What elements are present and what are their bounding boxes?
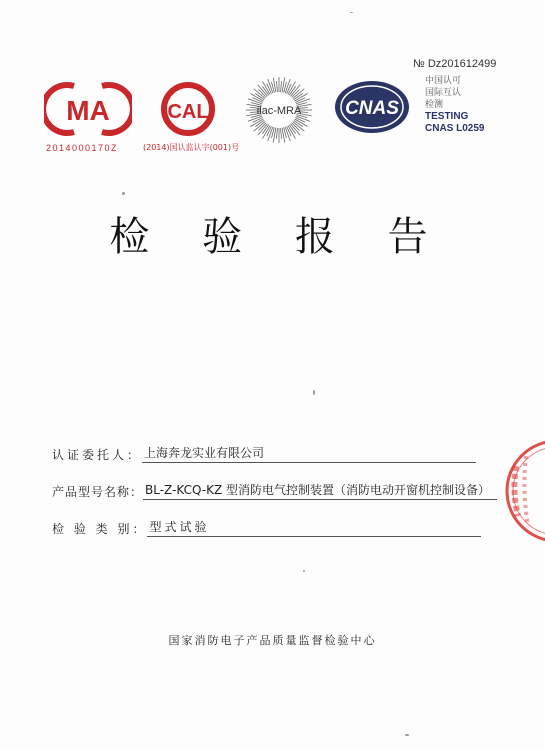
field-label: 产品型号名称： xyxy=(52,485,144,499)
ilac-logo-text: ilac-MRA xyxy=(256,105,302,117)
cma-certificate-number: 2014000170Z xyxy=(46,143,119,153)
field-label: 检 验 类 别： xyxy=(52,522,148,536)
cal-logo-icon xyxy=(153,80,223,138)
ilac-mra-logo-icon xyxy=(244,75,314,145)
report-title: 检 验 报 告 xyxy=(109,214,448,260)
scan-speck xyxy=(350,12,353,13)
cnas-line: 检测 xyxy=(425,100,444,110)
issuing-organization: 国家消防电子产品质量监督检验中心 xyxy=(168,634,377,647)
cnas-line: TESTING xyxy=(425,111,469,122)
field-value: 上海奔龙实业有限公司 xyxy=(142,444,476,463)
ilac-ray xyxy=(276,81,277,92)
field-client xyxy=(52,444,476,463)
ilac-ray xyxy=(281,128,282,139)
report-number: № Dz201612499 xyxy=(413,58,497,70)
scan-speck xyxy=(122,192,125,195)
scan-speck xyxy=(405,734,409,736)
cnas-accreditation-text xyxy=(425,75,484,135)
scan-speck xyxy=(303,570,305,572)
cnas-logo-icon xyxy=(333,78,411,136)
ilac-ray xyxy=(276,128,277,139)
field-inspection-type xyxy=(52,518,481,537)
cal-certificate-number: (2014)国认监认字(001)号 xyxy=(143,143,240,152)
cnas-line: 国际互认 xyxy=(425,88,462,98)
cma-logo-text: MA xyxy=(66,95,110,126)
field-value: 型式试验 xyxy=(147,518,481,537)
field-value: BL-Z-KCQ-KZ 型消防电气控制装置（消防电动开窗机控制设备） xyxy=(143,481,497,500)
official-seal-icon xyxy=(502,436,545,546)
field-label: 认证委托人： xyxy=(52,448,143,462)
scan-speck xyxy=(313,390,315,395)
ilac-ray xyxy=(281,81,282,92)
cnas-line: CNAS L0259 xyxy=(425,123,485,134)
cma-logo-icon xyxy=(44,80,132,138)
field-product-model xyxy=(52,481,497,500)
cal-logo-text: CAL xyxy=(167,101,209,123)
cnas-line: 中国认可 xyxy=(425,76,462,86)
cnas-logo-text: CNAS xyxy=(345,98,399,119)
